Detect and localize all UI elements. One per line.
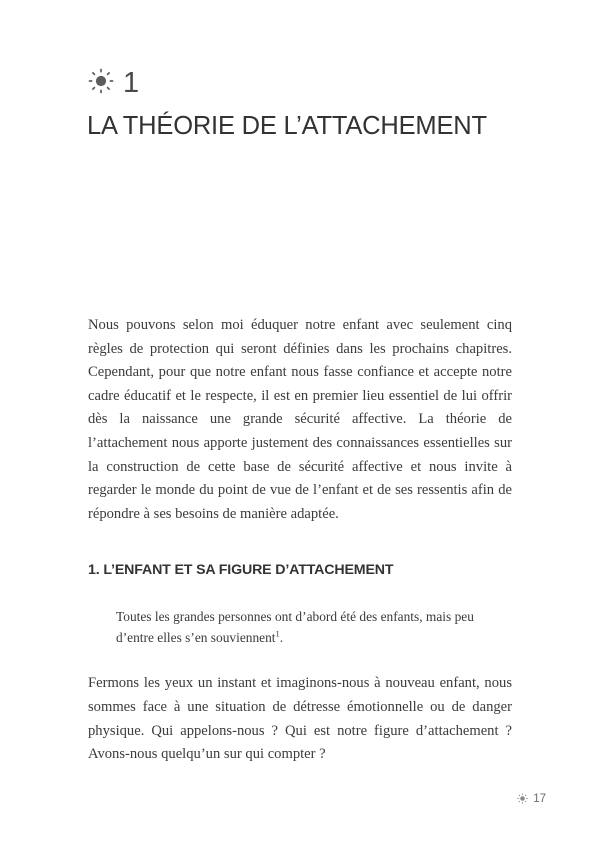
pull-quote: [88, 578, 484, 648]
chapter-title: LA THÉORIE DE L’ATTACHEMENT: [87, 112, 487, 140]
pull-quote-text: [116, 607, 484, 648]
section-heading: 1. L’ENFANT ET SA FIGURE D’ATTACHEMENT: [88, 562, 394, 579]
page-number: 17: [533, 793, 546, 806]
page-footer: [517, 791, 546, 809]
closing-paragraph: Fermons les yeux un instant et imaginons-nous à nouveau enfant, nous sommes face à une situation de détresse émotionnelle ou de danger physique. Qui appelons-nous ? Qui est notre figure d’attachement ? Avons-nous quelqu’un sur qui compter ?: [88, 675, 512, 763]
pull-quote-body: Toutes les grandes personnes ont d’abord été des enfants, mais peu d’entre elles s’en souviennent: [116, 609, 474, 645]
page-content: [88, 314, 512, 767]
sun-icon: [517, 791, 528, 809]
chapter-opener: [88, 68, 140, 99]
pull-quote-period: .: [279, 629, 284, 645]
sun-icon: [88, 68, 114, 99]
footnote-marker: 1: [275, 628, 280, 639]
chapter-number: 1: [123, 67, 140, 99]
intro-paragraph: Nous pouvons selon moi éduquer notre enfant avec seulement cinq règles de protection qui seront définies dans les prochains chapitres. Cependant, pour que notre enfant nous fasse confiance et accepte notre cadre éducatif et le respecte, il est en premier lieu essentiel de lui offrir dès la naissance une grande sécurité affective. La théorie de l’attachement nous apporte justement des connaissances essentielles sur la construction de cette base de sécurité affective et nous invite à regarder le monde du point de vue de l’enfant et de ses ressentis afin de répondre à ses besoins de manière adaptée.: [88, 317, 512, 522]
